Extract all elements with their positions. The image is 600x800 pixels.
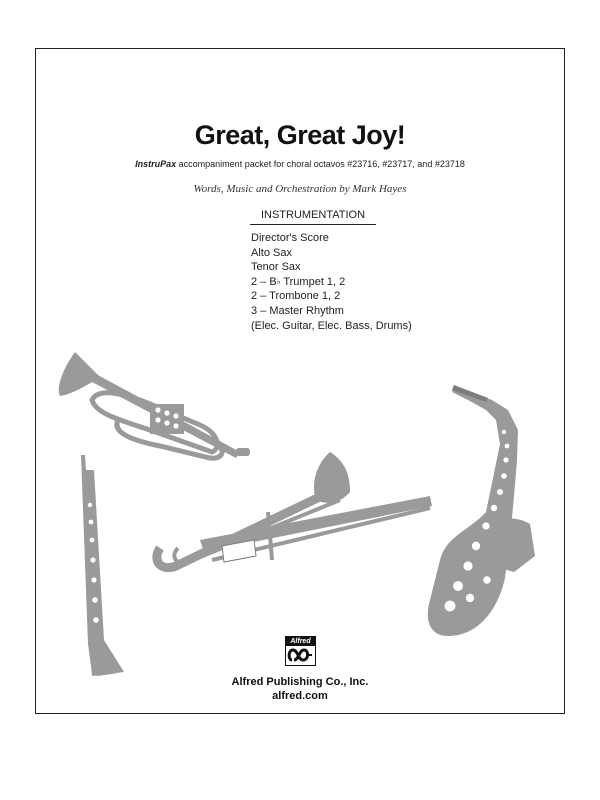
publisher-name: Alfred Publishing Co., Inc. (231, 676, 369, 688)
instrumentation-item: 2 – B♭ Trumpet 1, 2 (251, 275, 346, 288)
credits-line: Words, Music and Orchestration by Mark Hayes (193, 183, 407, 195)
logo-symbol-icon (286, 646, 314, 664)
saxophone-icon (428, 385, 535, 636)
instrumentation-item: (Elec. Guitar, Elec. Bass, Drums) (251, 319, 412, 332)
instrumentation-item: Director's Score (251, 232, 329, 244)
instrumentation-item: 3 – Master Rhythm (251, 304, 344, 317)
subtitle-brand: InstruPax (135, 159, 177, 169)
instrumentation-heading: INSTRUMENTATION (250, 209, 376, 225)
flat-symbol: ♭ (276, 276, 281, 286)
trumpet-icon (59, 352, 250, 458)
page-title: Great, Great Joy! (194, 120, 406, 150)
publisher-website: alfred.com (272, 690, 328, 702)
trombone-icon (157, 452, 432, 568)
clarinet-icon (81, 455, 124, 676)
instrumentation-item: Tenor Sax (251, 261, 301, 274)
logo-wordmark: Alfred (286, 637, 315, 646)
subtitle-text: accompaniment packet for choral octavos #23716, #23717, and #23718 (176, 159, 465, 169)
alfred-logo (285, 636, 316, 666)
instrumentation-item: Alto Sax (251, 246, 292, 259)
instrumentation-item: 2 – Trombone 1, 2 (251, 290, 341, 303)
